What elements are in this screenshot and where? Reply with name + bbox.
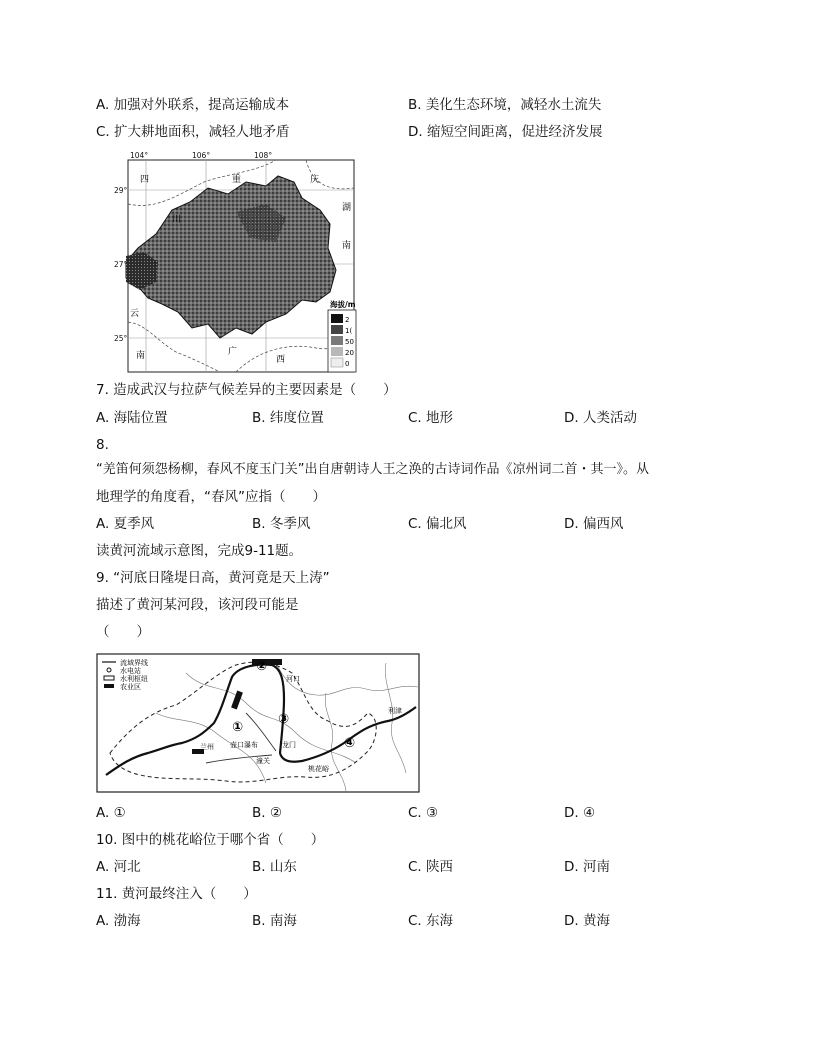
- legend-value: 50: [345, 338, 354, 346]
- q9-stem-line3: （ ）: [96, 624, 150, 640]
- place-label: 兰州: [200, 743, 214, 751]
- q11-option-c: C. 东海: [408, 913, 454, 929]
- q9-option-b: B. ②: [252, 805, 282, 821]
- q7-option-d: D. 人类活动: [564, 410, 637, 426]
- q10-option-a: A. 河北: [96, 859, 141, 875]
- lon-label-106: 106°: [192, 151, 211, 160]
- place-label: 壶口瀑布: [230, 741, 258, 749]
- q10-option-c: C. 陕西: [408, 859, 454, 875]
- region-label: 广: [228, 347, 238, 357]
- q8-option-b: B. 冬季风: [252, 516, 311, 532]
- region-label: 四: [140, 175, 150, 185]
- region-label: 川: [172, 215, 182, 225]
- q7-option-b: B. 纬度位置: [252, 410, 324, 426]
- q9-option-d: D. ④: [564, 805, 596, 821]
- place-label: 桃花峪: [308, 765, 329, 773]
- region-label: 湖: [342, 203, 352, 213]
- marker-3: ③: [278, 712, 290, 727]
- place-label: 利津: [388, 707, 402, 715]
- lon-label-108: 108°: [254, 151, 273, 160]
- legend-title: 海拔/m: [330, 300, 356, 309]
- q10-stem: 10. 图中的桃花峪位于哪个省（ ）: [96, 832, 325, 848]
- legend-value: 1(: [345, 327, 353, 335]
- q6-option-a: A. 加强对外联系，提高运输成本: [96, 97, 290, 113]
- region-label: 南: [342, 241, 352, 251]
- marker-4: ④: [344, 736, 356, 751]
- lon-label-104: 104°: [130, 151, 149, 160]
- region-label: 庆: [310, 175, 320, 185]
- q9-stem-line2: 描述了黄河某河段，该河段可能是: [96, 597, 299, 613]
- q11-option-d: D. 黄海: [564, 913, 610, 929]
- q8-option-d: D. 偏西风: [564, 516, 624, 532]
- q6-option-c: C. 扩大耕地面积，减轻人地矛盾: [96, 124, 290, 140]
- lat-label-29: 29°: [114, 186, 128, 195]
- intro-9-11: 读黄河流域示意图，完成9-11题。: [96, 543, 303, 559]
- place-label: 龙门: [282, 741, 296, 749]
- lat-label-25: 25°: [114, 334, 128, 343]
- legend-value: 2: [345, 316, 350, 324]
- q6-option-d: D. 缩短空间距离，促进经济发展: [408, 124, 603, 140]
- yellow-river-map: [96, 653, 420, 793]
- q8-number: 8.: [96, 437, 109, 453]
- q10-option-b: B. 山东: [252, 859, 297, 875]
- place-label: 潼关: [256, 757, 270, 765]
- q10-option-d: D. 河南: [564, 859, 610, 875]
- q7-stem: 7. 造成武汉与拉萨气候差异的主要因素是（ ）: [96, 382, 397, 398]
- q6-option-b: B. 美化生态环境，减轻水土流失: [408, 97, 602, 113]
- legend-item: 农业区: [120, 683, 141, 691]
- legend-item: 水利枢纽: [120, 675, 148, 683]
- q11-option-b: B. 南海: [252, 913, 297, 929]
- q11-stem: 11. 黄河最终注入（ ）: [96, 886, 257, 902]
- lat-label-27: 27°: [114, 260, 128, 269]
- marker-2: ②: [256, 659, 268, 674]
- q8-stem-line2: 地理学的角度看，“春风”应指（ ）: [96, 489, 326, 505]
- legend-value: 20: [345, 349, 354, 357]
- q9-option-a: A. ①: [96, 805, 126, 821]
- legend-item: 流域界线: [120, 659, 148, 667]
- relief-map: [116, 152, 356, 374]
- q9-option-c: C. ③: [408, 805, 439, 821]
- region-label: 云: [130, 309, 140, 319]
- legend-value: 0: [345, 360, 350, 368]
- region-label: 南: [136, 351, 146, 361]
- marker-1: ①: [232, 720, 244, 735]
- q8-option-a: A. 夏季风: [96, 516, 155, 532]
- place-label: 河口: [286, 675, 300, 683]
- q8-stem-line1: “羌笛何须怨杨柳，春风不度玉门关”出自唐朝诗人王之涣的古诗词作品《凉州词二首・其一》。从: [96, 462, 649, 477]
- region-label: 重: [232, 175, 242, 185]
- q7-option-a: A. 海陆位置: [96, 410, 168, 426]
- q8-option-c: C. 偏北风: [408, 516, 467, 532]
- region-label: 西: [276, 355, 286, 365]
- q11-option-a: A. 渤海: [96, 913, 141, 929]
- q9-stem-line1: 9. “河底日隆堤日高，黄河竟是天上涛”: [96, 570, 330, 586]
- q7-option-c: C. 地形: [408, 410, 454, 426]
- legend-item: 水电站: [120, 667, 141, 675]
